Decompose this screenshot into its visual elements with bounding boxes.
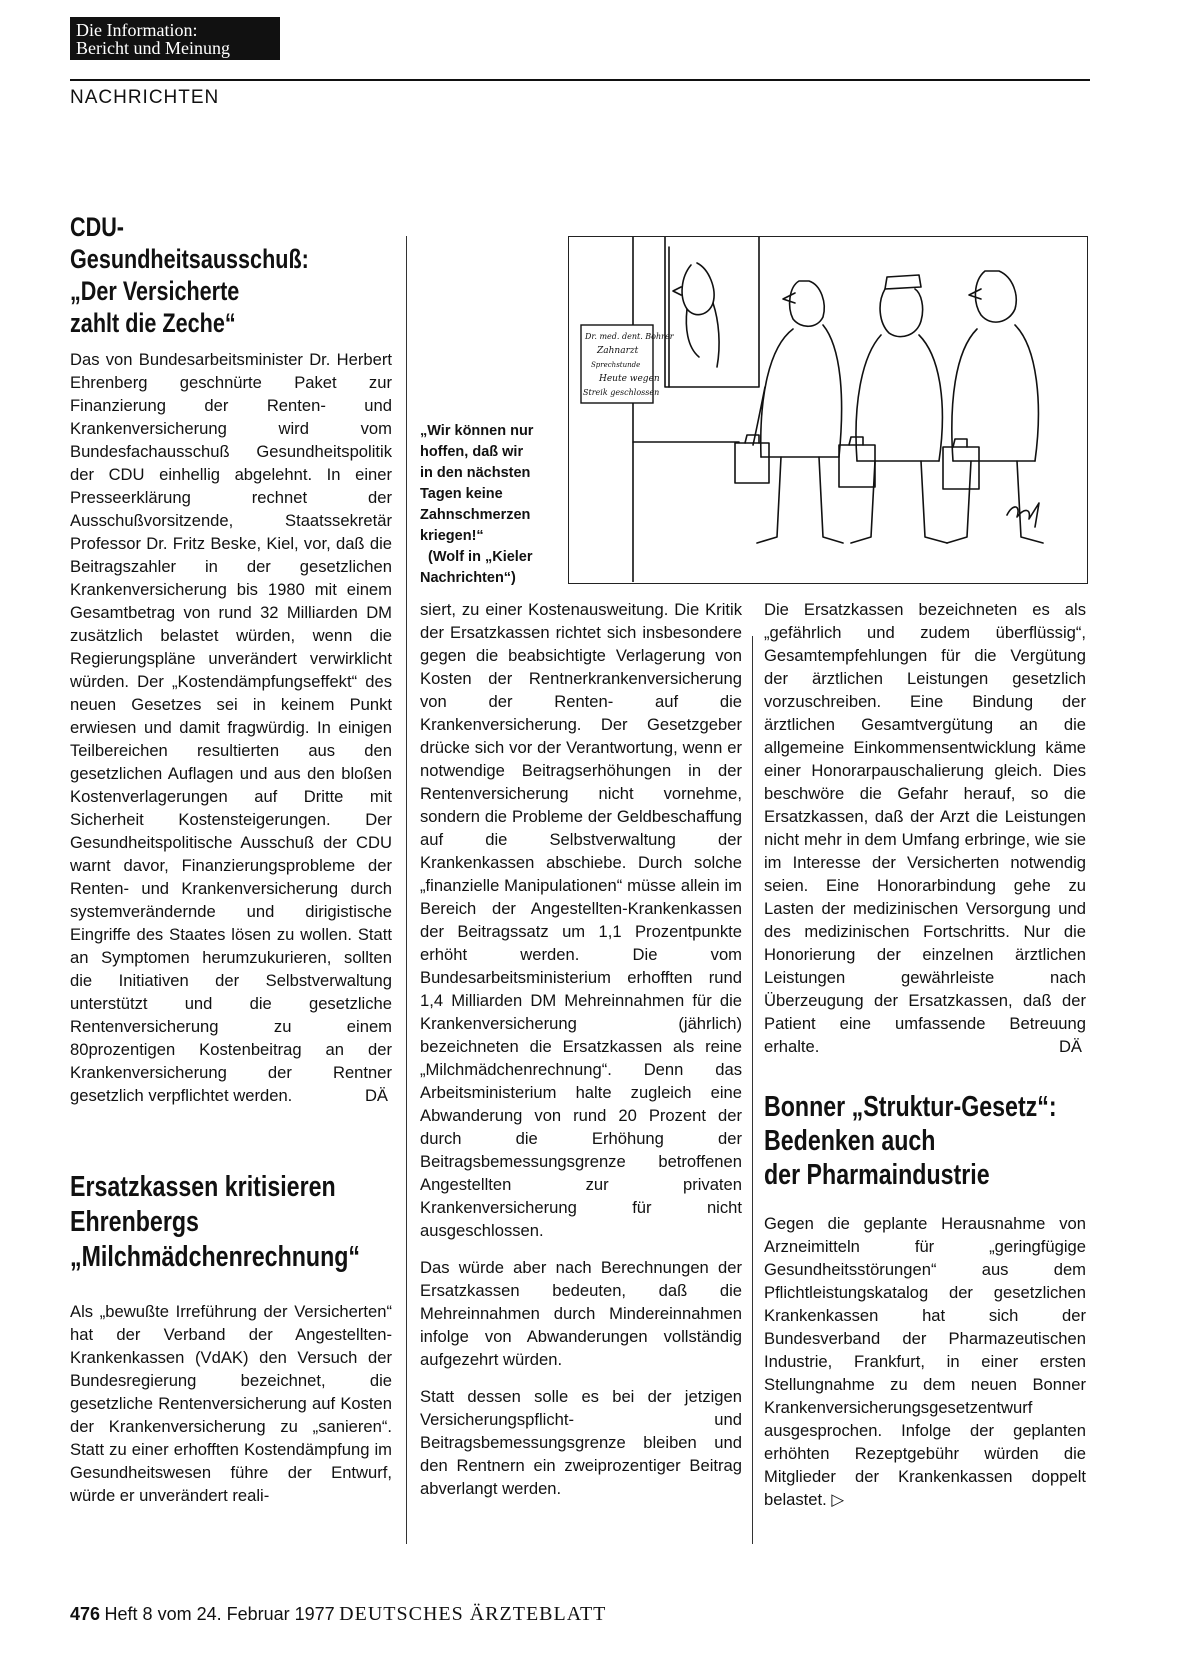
article3-headline [764,1090,1057,1192]
caption-line: „Wir können nur [420,423,534,439]
article1-headline [70,211,309,339]
page-number: 476 [70,1604,101,1624]
continue-arrow-icon: ▷ [831,1490,845,1509]
magazine-name: DEUTSCHES ÄRZTEBLATT [339,1603,607,1625]
caption-line: (Wolf in „Kieler [420,549,533,565]
section-label: NACHRICHTEN [70,87,220,108]
caption-line: Zahnschmerzen [420,507,531,523]
article1-signature: DÄ [364,1086,388,1105]
article2-signature: DÄ [1058,1037,1082,1056]
section-box-line2: Bericht und Meinung [76,38,230,58]
article1-text: Das von Bundesarbeitsminister Dr. Herbert Ehrenberg geschnürte Paket zur Finanzierung der Renten- und Krankenversicherung wird vom Bundesfachausschuß Gesundheitspolitik der CDU einhellig abgelehnt. In einer Presseerklärung rechnet der Ausschußvorsitzende, Staatssekretär Professor Dr. Fritz Beske, Kiel, vor, daß die Beitragszahler in der gesetzlichen Krankenversicherung bis 1980 mit einem Gesamtbetrag von rund 32 Milliarden DM zusätzlich belastet würden, wenn die Regierungspläne unverändert verwirklicht würden. Der „Kostendämpfungseffekt“ des neuen Gesetzes sei in keinem Punkt erwiesen und damit fragwürdig. In einigen Teilbereichen resultierten aus den gesetzlichen Auflagen und aus den bloßen Kostenverlagerungen auf Dritte mit Sicherheit Kostensteigerungen. Der Gesundheitspolitische Ausschuß der CDU warnt davor, Finanzierungsprobleme der Renten- und Krankenversicherung durch systemverändernde und dirigistische Eingriffe des Staates lösen zu wollen. Statt an Symptomen herumzukurieren, sollten die Initiativen der Selbstverwaltung unterstützt und die gesetzliche Rentenversicherung zu einem 80prozentigen Kostenbeitrag an der Krankenversicherung der Rentner gesetzlich verpflichtet werden. [70,350,392,1105]
cartoon-drawing [569,237,1086,582]
caption-line: hoffen, daß wir [420,444,524,460]
article2-headline [70,1170,360,1275]
article2-text-middle-2: Das würde aber nach Berechnungen der Ersatzkassen bedeuten, daß die Mehreinnahmen durch Mindereinnahmen infolge von Abwanderungen vollständig aufgezehrt würden. [420,1258,742,1369]
caption-line: Tagen keine [420,486,503,502]
sign-line: Heute wegen [599,374,660,384]
article3-text: Gegen die geplante Herausnahme von Arzneimitteln für „geringfügige Gesundheitsstörungen“ aus dem Pflichtleistungskatalog der gesetzlichen Krankenkassen hat sich der Bundesverband der Pharmazeutischen Industrie, Frankfurt, in einer ersten Stellungnahme zu dem neuen Bonner Krankenversicherungsgesetzentwurf ausgesprochen. Infolge der geplanten erhöhten Rezeptgebühr würden die Mitglieder der Krankenkassen doppelt belastet. [764,1214,1086,1509]
article3-title-line: der Pharmaindustrie [764,1159,990,1191]
article1-title-line: zahlt die Zeche“ [70,308,236,338]
article1-title-line: Gesundheitsausschuß: [70,244,309,274]
article3-title-line: Bonner „Struktur-Gesetz“: [764,1091,1057,1123]
column-divider [406,236,407,1544]
article3-title-line: Bedenken auch [764,1125,936,1157]
article2-title-line: Ehrenbergs [70,1206,199,1238]
article1-title-line: CDU- [70,212,124,242]
article2-text-left: Als „bewußte Irreführung der Versicherten“ hat der Verband der Angestellten-Krankenkassen (VdAK) den Versuch der Bundesregierung bezeichnet, die gesetzliche Rentenversicherung auf Kosten der Krankenversicherung zu „sanieren“. Statt zu einer erhofften Kostendämpfung im Gesundheitswesen führe der Entwurf, würde er unverändert reali- [70,1302,392,1505]
article3-body [764,1212,1086,1511]
article2-title-line: „Milchmädchenrechnung“ [70,1241,361,1273]
sign-line: Dr. med. dent. Bohrer [585,332,674,341]
article2-title-line: Ersatzkassen kritisieren [70,1171,336,1203]
article1-title-line: „Der Versicherte [70,276,240,306]
page-footer [70,1603,606,1626]
caption-line: kriegen!“ [420,528,484,544]
article2-body-middle [420,598,742,1500]
article2-text-right: Die Ersatzkassen bezeichneten es als „gefährlich und zudem überflüssig“, Gesamtempfehlungen für die Vergütung der ärztlichen Leistungen gesetzlich vorzuschreiben. Eine Bindung der ärztlichen Gesamtvergütung an die allgemeine Einkommensentwicklung käme einer Honorarpauschalierung gleich. Dies beschwöre die Gefahr herauf, so die Ersatzkassen, daß der Arzt die Leistungen nicht mehr in dem Umfang erbringe, wie sie im Interesse der Versicherten notwendig seien. Eine Honorarbindung gehe zu Lasten der medizinischen Versorgung und des medizinischen Fortschritts. Nur die Honorierung der einzelnen ärztlichen Leistungen gewährleiste nach Überzeugung der Ersatzkassen, daß der Patient eine umfassende Betreuung erhalte. [764,600,1086,1056]
section-box [70,17,280,60]
header-rule [70,79,1090,81]
article2-body-left [70,1300,392,1514]
sign-line: Streik geschlossen [583,388,660,397]
door-sign [581,325,675,403]
article2-text-middle-3: Statt dessen solle es bei der jetzigen Versicherungspflicht- und Beitragsbemessungsgrenze bleiben und den Rentnern ein zweiprozentiger Beitrag abverlangt werden. [420,1387,742,1498]
issue-info: Heft 8 vom 24. Februar 1977 [104,1604,335,1624]
article2-text-middle-1: siert, zu einer Kostenausweitung. Die Kritik der Ersatzkassen richtet sich insbesondere gegen die beabsichtigte Verlagerung von Kosten der Rentnerkrankenversicherung von der Renten- auf die Krankenversicherung. Der Gesetzgeber drücke sich vor der Verantwortung, wenn er notwendige Beitragserhöhungen in der Rentenversicherung nicht vornehme, sondern die Probleme der Geldbeschaffung auf die Selbstverwaltung der Krankenkassen abschiebe. Durch solche „finanzielle Manipulationen“ müsse allein im Bereich der Angestellten-Krankenkassen der Beitragssatz um 1,1 Prozentpunkte erhöht werden. Die vom Bundesarbeitsministerium erhofften rund 1,4 Milliarden DM Mehreinnahmen für die Krankenversicherung (jährlich) bezeichneten die Ersatzkassen als reine „Milchmädchenrechnung“. Denn das Arbeitsministerium halte zugleich eine Abwanderung von rund 20 Prozent der durch die Erhöhung der Beitragsbemessungsgrenze betroffenen Angestellten zur privaten Krankenversicherung für nicht ausgeschlossen. [420,600,742,1240]
caption-line: Nachrichten“) [420,570,516,586]
caption-line: in den nächsten [420,465,531,481]
sign-line: Sprechstunde [591,361,641,369]
article1-body [70,348,392,1160]
section-box-line1: Die Information: [76,20,198,40]
cartoon-caption [420,421,550,589]
sign-line: Zahnarzt [597,346,639,356]
article2-body-right [764,598,1086,1058]
cartoon-illustration [568,236,1088,584]
column-divider [752,636,753,1544]
